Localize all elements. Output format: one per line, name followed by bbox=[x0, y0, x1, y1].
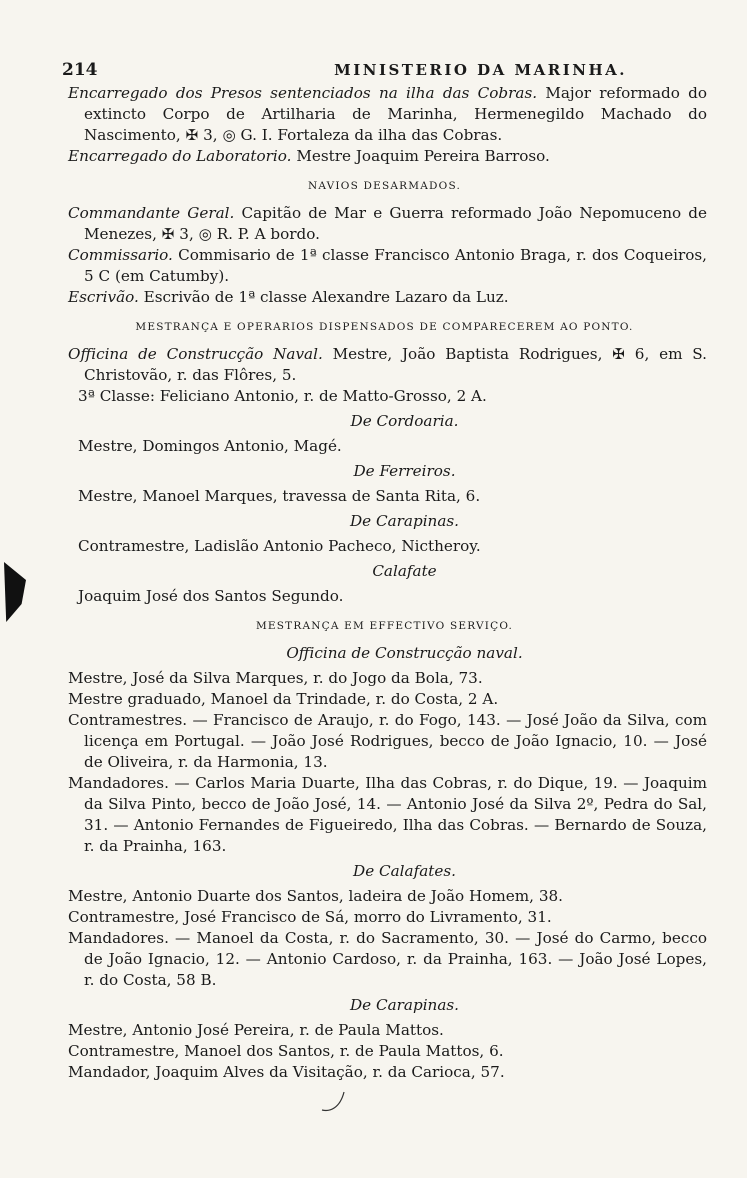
pen-stroke-mark bbox=[318, 1088, 352, 1114]
list-item: Mestre, Antonio José Pereira, r. de Paula Mattos. bbox=[68, 1021, 444, 1039]
list-item: Mandadores. — Manoel da Costa, r. do Sacramento, 30. — José do Carmo, becco de João Ignacio, 12. — Antonio Cardoso, r. da Prainha, 163. — João José Lopes, r. do Costa, 58 B. bbox=[68, 929, 707, 989]
list-item: Mestre, Antonio Duarte dos Santos, ladeira de João Homem, 38. bbox=[68, 887, 563, 905]
list-item: Contramestres. — Francisco de Araujo, r. do Fogo, 143. — José João da Silva, com licença em Portugal. — João José Rodrigues, becco de João Ignacio, 10. — José de Oliveira, r. da Harmonia, 13. bbox=[68, 711, 707, 771]
running-title: MINISTERIO DA MARINHA. bbox=[334, 61, 627, 79]
entry-presos: Encarregado dos Presos sentenciados na ilha das Cobras. Major reformado do extincto Corpo de Artilharia de Marinha, Hermenegildo Machado do Nascimento, ✠ 3, ◎ G. I. Fortaleza da ilha das Cobras. bbox=[68, 84, 708, 144]
subtitle-carapinas-effectivo: De Carapinas. bbox=[349, 996, 460, 1014]
subtitle-cordoaria: De Cordoaria. bbox=[350, 412, 459, 430]
entry-officina-naval: Officina de Construcção Naval. Mestre, João Baptista Rodrigues, ✠ 6, em S. Christovão, r. das Flôres, 5. bbox=[68, 345, 707, 384]
list-item: Mandadores. — Carlos Maria Duarte, Ilha das Cobras, r. do Dique, 19. — Joaquim da Silva Pinto, becco de João José, 14. — Antonio José da Silva 2º, Pedra do Sal, 31. — Antonio Fernandes de Figueiredo, Ilha das Cobras. — Bernardo de Souza, r. da Prainha, 163. bbox=[68, 774, 707, 855]
page-header bbox=[62, 60, 707, 81]
list-item: Mestre graduado, Manoel da Trindade, r. do Costa, 2 A. bbox=[68, 690, 499, 708]
subtitle-carapinas: De Carapinas. bbox=[349, 512, 460, 530]
subtitle-construccao-naval: Officina de Construcção naval. bbox=[286, 644, 523, 662]
subtitle-ferreiros: De Ferreiros. bbox=[353, 462, 456, 480]
entry-commandante: Commandante Geral. Capitão de Mar e Guerra reformado João Nepomuceno de Menezes, ✠ 3, ◎ R. P. A bordo. bbox=[68, 204, 708, 243]
entry-ferreiros: Mestre, Manoel Marques, travessa de Santa Rita, 6. bbox=[78, 487, 481, 505]
entry-commissario: Commissario. Commisario de 1ª classe Francisco Antonio Braga, r. dos Coqueiros, 5 C (em Catumby). bbox=[68, 246, 707, 285]
page bbox=[62, 60, 707, 1083]
entry-cordoaria: Mestre, Domingos Antonio, Magé. bbox=[78, 437, 342, 455]
list-item: Mestre, José da Silva Marques, r. do Jogo da Bola, 73. bbox=[68, 669, 483, 687]
list-item: Contramestre, José Francisco de Sá, morro do Livramento, 31. bbox=[68, 908, 552, 926]
entry-calafate: Joaquim José dos Santos Segundo. bbox=[78, 587, 344, 605]
entry-carapinas: Contramestre, Ladislão Antonio Pacheco, Nictheroy. bbox=[78, 537, 481, 555]
entry-3a-classe: 3ª Classe: Feliciano Antonio, r. de Matto-Grosso, 2 A. bbox=[78, 387, 487, 405]
section-title-effectivo: MESTRANÇA EM EFFECTIVO SERVIÇO. bbox=[255, 620, 514, 632]
entry-laboratorio: Encarregado do Laboratorio. Mestre Joaquim Pereira Barroso. bbox=[68, 147, 550, 165]
list-item: Contramestre, Manoel dos Santos, r. de Paula Mattos, 6. bbox=[68, 1042, 504, 1060]
entry-escrivao: Escrivão. Escrivão de 1ª classe Alexandre Lazaro da Luz. bbox=[68, 288, 509, 306]
margin-ink-mark bbox=[4, 562, 26, 622]
page-number: 214 bbox=[62, 60, 98, 80]
section-title-navios: NAVIOS DESARMADOS. bbox=[308, 180, 461, 192]
subtitle-calafates: De Calafates. bbox=[353, 862, 456, 880]
subtitle-calafate: Calafate bbox=[372, 562, 437, 580]
section-title-dispensados: MESTRANÇA E OPERARIOS DISPENSADOS DE COMPARECEREM AO PONTO. bbox=[135, 321, 634, 333]
list-item: Mandador, Joaquim Alves da Visitação, r. da Carioca, 57. bbox=[68, 1063, 505, 1081]
